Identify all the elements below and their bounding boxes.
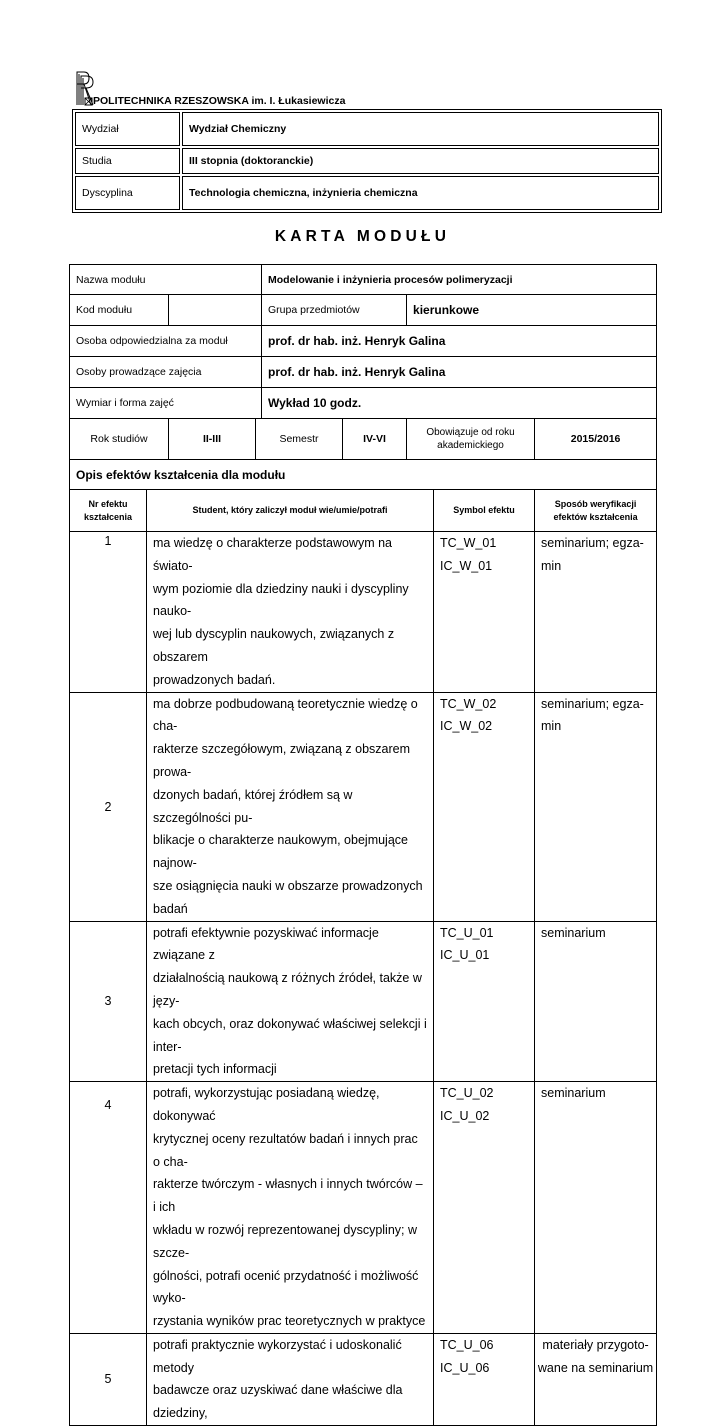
info-value: Wydział Chemiczny (182, 112, 659, 146)
module-name-value: Modelowanie i inżynieria procesów polimeryzacji (262, 265, 657, 295)
year-label: Rok studiów (70, 419, 169, 460)
subject-group-label: Grupa przedmiotów (262, 295, 407, 326)
row-scope (70, 388, 657, 419)
effect-symbol (434, 532, 535, 693)
scope-value: Wykład 10 godz. (262, 388, 657, 419)
subject-group-value: kierunkowe (407, 295, 657, 326)
effect-number: 2 (70, 692, 147, 921)
faculty-info-table (72, 109, 662, 213)
effect-number: 1 (70, 532, 147, 693)
teachers-value: prof. dr hab. inż. Henryk Galina (262, 357, 657, 388)
effect-symbol-tc: TC_W_02 (440, 696, 497, 711)
table-row (70, 692, 657, 921)
effect-description: potrafi praktycznie wykorzystać i udoskonalić metody badawcze oraz uzyskiwać dane właściwe dla dziedziny, (147, 1333, 434, 1425)
info-label: Studia (75, 148, 180, 174)
semester-value: IV-VI (343, 419, 407, 460)
effect-verification: seminarium; egza- min (535, 692, 657, 921)
effect-verification: seminarium (535, 921, 657, 1082)
header-symbol: Symbol efektu (434, 490, 535, 532)
module-card-table (69, 264, 657, 1426)
info-value: III stopnia (doktoranckie) (182, 148, 659, 174)
row-teachers (70, 357, 657, 388)
table-row (70, 1082, 657, 1334)
effect-symbol-ic: IC_W_02 (440, 719, 493, 734)
info-value: Technologia chemiczna, inżynieria chemiczna (182, 176, 659, 210)
university-name: POLITECHNIKA RZESZOWSKA im. I. Łukasiewicza (93, 95, 346, 107)
responsible-value: prof. dr hab. inż. Henryk Galina (262, 326, 657, 357)
header-student: Student, który zaliczył moduł wie/umie/potrafi (147, 490, 434, 532)
info-row-discipline (75, 176, 659, 210)
scope-label: Wymiar i forma zajęć (70, 388, 262, 419)
table-row (70, 532, 657, 693)
row-responsible (70, 326, 657, 357)
info-label: Wydział (75, 112, 180, 146)
effect-description: ma wiedzę o charakterze podstawowym na świato- wym poziomie dla dziedziny nauki i dyscypliny nauko- wej lub dyscyplin naukowych, związanych z obszarem prowadzonych badań. (147, 532, 434, 693)
module-name-label: Nazwa modułu (70, 265, 262, 295)
info-row-studies (75, 148, 659, 174)
row-year-semester (70, 419, 657, 460)
table-row (70, 921, 657, 1082)
effect-number: 5 (70, 1333, 147, 1425)
effect-symbol-tc: TC_U_02 (440, 1086, 494, 1101)
effects-header-row (70, 490, 657, 532)
effect-number: 4 (70, 1082, 147, 1334)
effect-symbol-tc: TC_U_01 (440, 925, 494, 940)
effect-number: 3 (70, 921, 147, 1082)
teachers-label: Osoby prowadzące zajęcia (70, 357, 262, 388)
module-code-value (169, 295, 262, 326)
info-label: Dyscyplina (75, 176, 180, 210)
effect-description: ma dobrze podbudowaną teoretycznie wiedzę o cha- rakterze szczegółowym, związaną z obszarem prowa- dzonych badań, której źródłem są w szczególności pu- blikacje o charakterze naukowym, obejmujące najnow- sze osiągnięcia nauki w obszarze prowadzonych badań (147, 692, 434, 921)
effect-symbol (434, 692, 535, 921)
effect-symbol-ic: IC_U_02 (440, 1108, 490, 1123)
effect-symbol-ic: IC_U_01 (440, 948, 490, 963)
effect-verification: seminarium; egza- min (535, 532, 657, 693)
effect-symbol (434, 1082, 535, 1334)
effect-symbol-ic: IC_U_06 (440, 1360, 490, 1375)
effect-description: potrafi, wykorzystując posiadaną wiedzę, dokonywać krytycznej oceny rezultatów badań i innych prac o cha- rakterze twórczym - własnych i innych twórców – i ich wkładu w rozwój reprezentowanej dyscypliny; w szcze- gólności, potrafi ocenić przydatność i możliwość wyko- rzystania wyników prac teoretycznych w praktyce (147, 1082, 434, 1334)
row-module-code (70, 295, 657, 326)
row-module-name (70, 265, 657, 295)
row-effects-title (70, 460, 657, 490)
valid-from-value: 2015/2016 (535, 419, 657, 460)
responsible-label: Osoba odpowiedzialna za moduł (70, 326, 262, 357)
effect-symbol (434, 1333, 535, 1425)
effect-description: potrafi efektywnie pozyskiwać informacje związane z działalnością naukową z różnych źródeł, także w języ- kach obcych, oraz dokonywać właściwej selekcji i inter- pretacji tych informacji (147, 921, 434, 1082)
effect-symbol-ic: IC_W_01 (440, 558, 493, 573)
semester-label: Semestr (256, 419, 343, 460)
year-value: II-III (169, 419, 256, 460)
effects-section-title: Opis efektów kształcenia dla modułu (70, 460, 657, 490)
page-title: KARTA MODUŁU (274, 228, 451, 245)
table-row (70, 1333, 657, 1425)
module-code-label: Kod modułu (70, 295, 169, 326)
effect-symbol-tc: TC_W_01 (440, 536, 497, 550)
effect-verification: seminarium (535, 1082, 657, 1334)
effect-symbol-tc: TC_U_06 (440, 1337, 494, 1352)
effect-symbol (434, 921, 535, 1082)
valid-from-label: Obowiązuje od roku akademickiego (407, 419, 535, 460)
header-nr: Nr efektu kształcenia (70, 490, 147, 532)
info-row-faculty (75, 112, 659, 146)
effect-verification: materiały przygoto- wane na seminarium (535, 1333, 657, 1425)
header-method: Sposób weryfikacji efektów kształcenia (535, 490, 657, 532)
pr-monogram-logo-icon (75, 70, 95, 106)
